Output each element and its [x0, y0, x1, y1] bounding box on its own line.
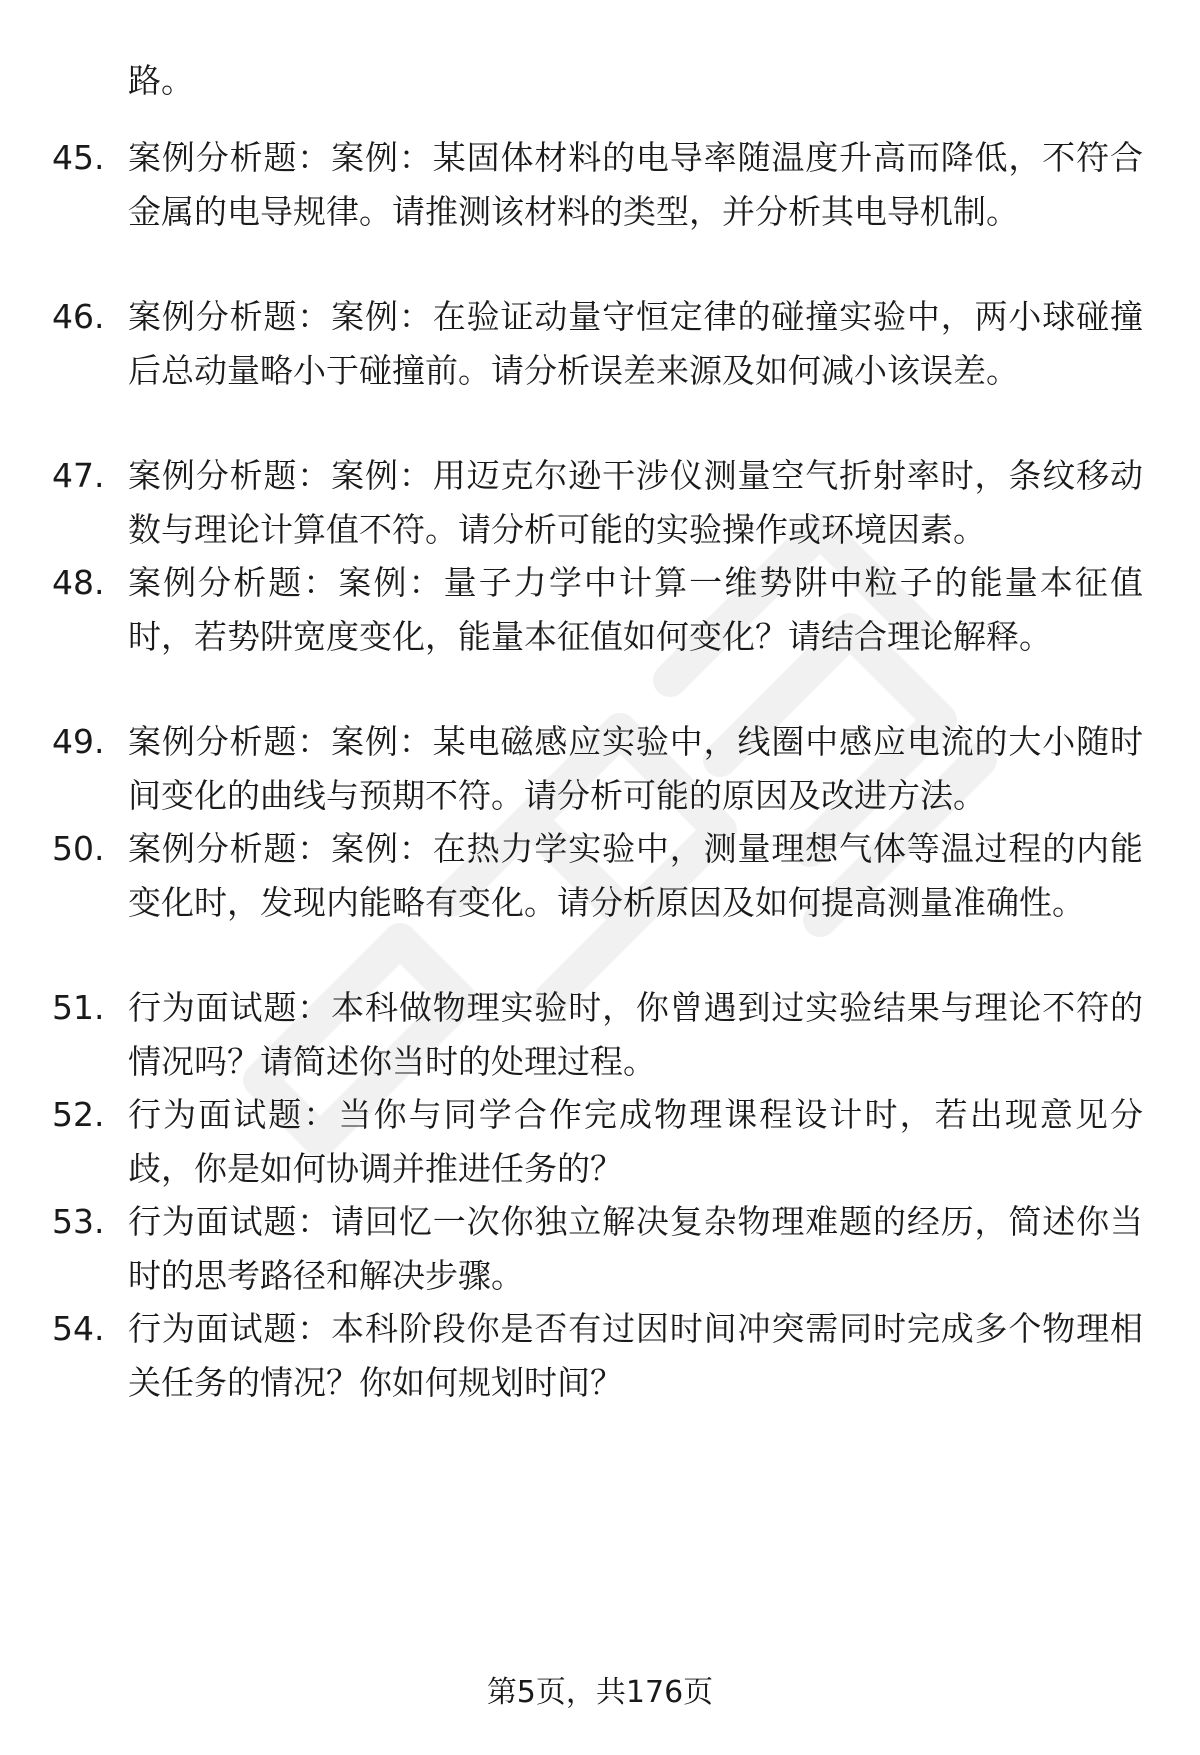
question-text: 案例分析题：案例：在热力学实验中，测量理想气体等温过程的内能变化时，发现内能略有变化。请分析原因及如何提高测量准确性。 [128, 829, 1143, 922]
question-number: 53. [52, 1202, 105, 1241]
question-text: 案例分析题：案例：用迈克尔逊干涉仪测量空气折射率时，条纹移动数与理论计算值不符。请分析可能的实验操作或环境因素。 [128, 456, 1143, 549]
question-text: 案例分析题：案例：在验证动量守恒定律的碰撞实验中，两小球碰撞后总动量略小于碰撞前。请分析误差来源及如何减小该误差。 [128, 297, 1143, 390]
question-number: 45. [52, 138, 105, 177]
question-number: 52. [52, 1095, 105, 1134]
question-number: 47. [52, 456, 105, 495]
question-text: 案例分析题：案例：量子力学中计算一维势阱中粒子的能量本征值时，若势阱宽度变化，能量本征值如何变化？请结合理论解释。 [128, 563, 1143, 656]
continuation-text: 路。 [128, 61, 194, 100]
question-number: 50. [52, 829, 105, 868]
question-text: 行为面试题：本科阶段你是否有过因时间冲突需同时完成多个物理相关任务的情况？你如何规划时间？ [128, 1309, 1143, 1402]
question-number: 54. [52, 1309, 105, 1348]
page-footer: 第5页，共176页 [486, 1675, 714, 1710]
question-text: 行为面试题：请回忆一次你独立解决复杂物理难题的经历，简述你当时的思考路径和解决步骤。 [128, 1202, 1143, 1295]
question-text: 案例分析题：案例：某固体材料的电导率随温度升高而降低，不符合金属的电导规律。请推测该材料的类型，并分析其电导机制。 [128, 138, 1143, 231]
question-text: 案例分析题：案例：某电磁感应实验中，线圈中感应电流的大小随时间变化的曲线与预期不符。请分析可能的原因及改进方法。 [128, 722, 1143, 815]
question-number: 49. [52, 722, 105, 761]
question-text: 行为面试题：当你与同学合作完成物理课程设计时，若出现意见分歧，你是如何协调并推进任务的？ [128, 1095, 1143, 1188]
question-number: 46. [52, 297, 105, 336]
question-text: 行为面试题：本科做物理实验时，你曾遇到过实验结果与理论不符的情况吗？请简述你当时的处理过程。 [128, 988, 1143, 1081]
question-number: 51. [52, 988, 105, 1027]
question-number: 48. [52, 563, 105, 602]
